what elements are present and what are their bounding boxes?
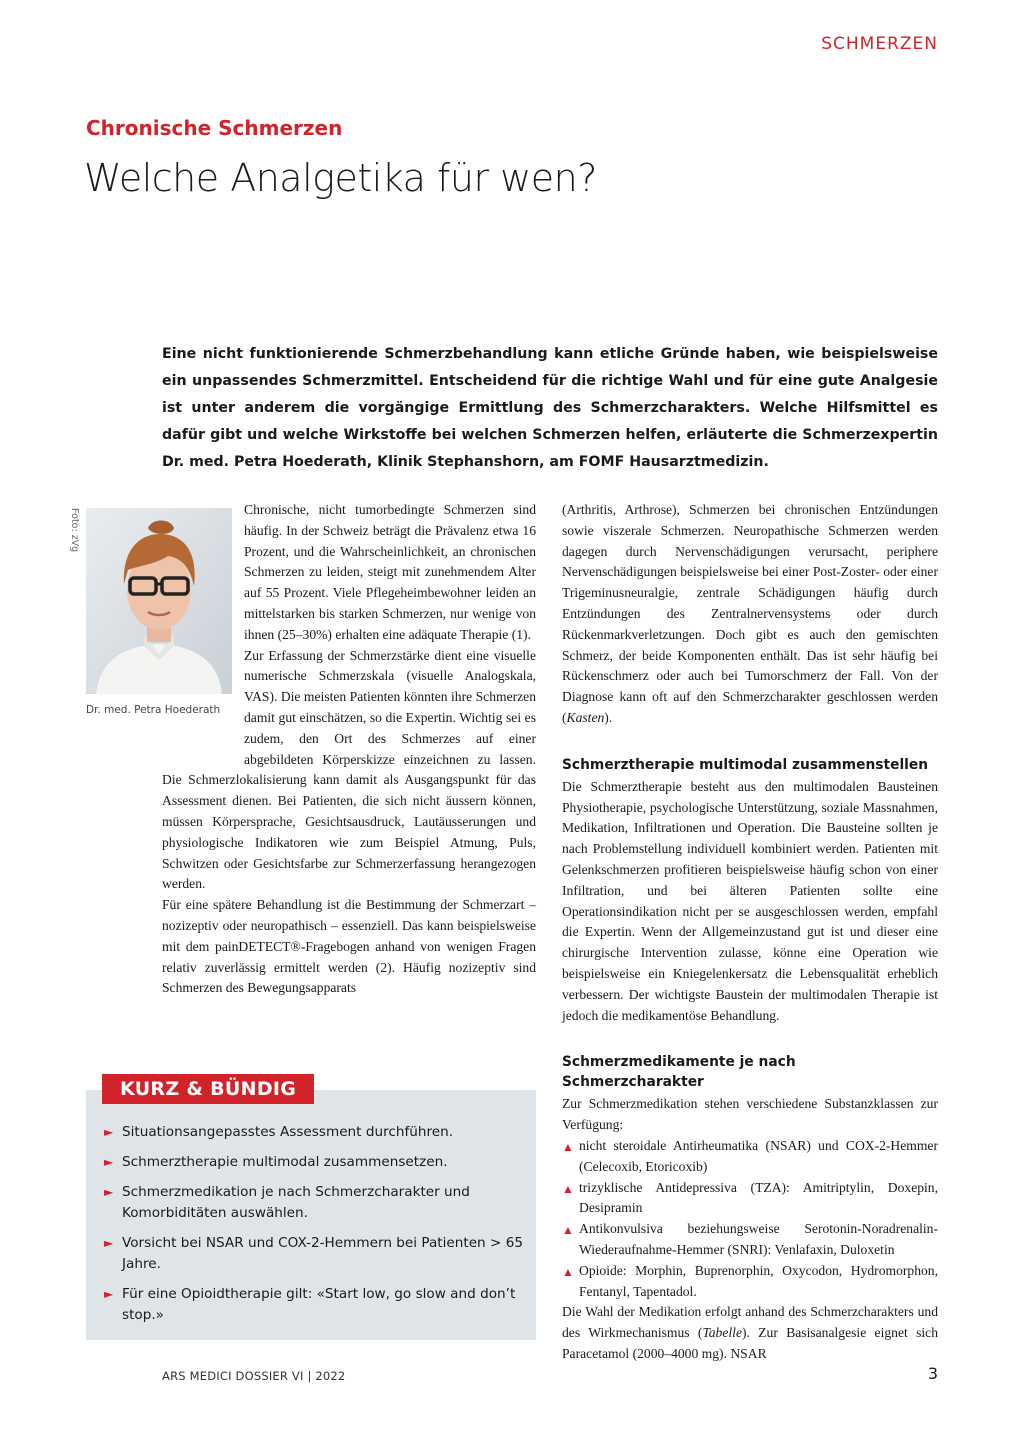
- summary-item: [104, 1233, 524, 1275]
- paragraph: [562, 1302, 938, 1364]
- triangle-bullet-icon: ▲: [562, 1139, 574, 1154]
- list-item: [562, 1219, 938, 1261]
- arrow-bullet-icon: ►: [104, 1236, 114, 1250]
- summary-item: [104, 1122, 524, 1143]
- paragraph: Zur Erfassung der Schmerzstärke dient eine visuelle numerische Schmerzskala (visuelle Analogskala, VAS). Die meisten Patienten könnten ihre Schmerzen damit gut einschätzen, so die Expertin. Wichtig sei es zudem, den Ort des Schmerzes auf einer abgebildeten Körperskizze einzeichnen zu lassen. Die Schmerzlokalisierung kann damit als Ausgangspunkt für das Assessment dienen. Bei Patienten, die sich nicht äussern können, müssen Körpersprache, Gesichtsausdruck, Lautäusserungen und physiologische Indikatoren wie zum Beispiel Atmung, Puls, Schwitzen oder Gesichtsfarbe zur Schmerzerfassung herangezogen werden.: [162, 647, 536, 892]
- list-item-text: nicht steroidale Antirheumatika (NSAR) und COX-2-Hemmer (Celecoxib, Etoricoxib): [579, 1137, 938, 1174]
- paragraph: Für eine spätere Behandlung ist die Bestimmung der Schmerzart – nozizeptiv oder neuropathisch – essenziell. Das kann beispielsweise mit dem painDETECT®-Fragebogen anhand von wenigen Fragen relativ zuverlässig ermittelt werden (2). Häufig nozizeptiv sind Schmerzen des Bewegungsapparats: [162, 897, 536, 996]
- page-number: 3: [927, 1364, 938, 1383]
- arrow-bullet-icon: ►: [104, 1287, 114, 1301]
- body-column-left: [162, 500, 536, 999]
- summary-item: [104, 1152, 524, 1173]
- list-item-text: trizyklische Antidepressiva (TZA): Amitriptylin, Doxepin, Desipramin: [579, 1179, 938, 1216]
- paragraph-text: (Arthritis, Arthrose), Schmerzen bei chronischen Entzündungen sowie viszerale Schmerzen. Neuropathische Schmerzen werden dagegen durch Nervenschädigungen verursacht, periphere Nervenschädigungen beispielsweise bei einer Post-Zoster- oder einer Trigeminusneuralgie, zentrale Schädigungen häufig durch Entzündungen des Zentralnervensystems oder durch Rückenmarkverletzungen. Doch gibt es auch den gemischten Schmerz, der beide Komponenten enthält. Das ist sehr häufig bei Rückenschmerz oder auch bei Tumorschmerz der Fall. Von der Diagnose kann oft auf den Schmerzcharakter geschlossen werden (: [562, 502, 938, 725]
- summary-item-text: Für eine Opioidtherapie gilt: «Start low, go slow and don’t stop.»: [122, 1286, 516, 1323]
- list-item-text: Antikonvulsiva beziehungsweise Serotonin-Noradrenalin-Wiederaufnahme-Hemmer (SNRI): Venlafaxin, Duloxetin: [579, 1221, 938, 1257]
- summary-list: [104, 1122, 524, 1335]
- photo-credit: [68, 508, 82, 568]
- summary-item-text: Situationsangepasstes Assessment durchführen.: [122, 1124, 454, 1140]
- triangle-bullet-icon: ▲: [562, 1181, 574, 1196]
- substance-list: [562, 1136, 938, 1302]
- summary-item: [104, 1182, 524, 1224]
- summary-box-title: KURZ & BÜNDIG: [102, 1074, 314, 1104]
- box-reference: Kasten: [566, 709, 605, 725]
- footer-publication: ARS MEDICI DOSSIER VI | 2022: [162, 1369, 346, 1383]
- article-lead: Eine nicht funktionierende Schmerzbehandlung kann etliche Gründe haben, wie beispielsweise ein unpassendes Schmerzmittel. Entscheidend für die richtige Wahl und für eine gute Analgesie ist unter anderem die vorgängige Ermittlung des Schmerzcharakters. Welche Hilfsmittel es dafür gibt und welche Wirkstoffe bei welchen Schmerzen helfen, erläuterte die Schmerzexpertin Dr. med. Petra Hoederath, Klinik Stephanshorn, am FOMF Hausarztmedizin.: [162, 346, 938, 470]
- list-item-text: Opioide: Morphin, Buprenorphin, Oxycodon, Hydromorphon, Fentanyl, Tapentadol.: [579, 1262, 938, 1299]
- list-item: [562, 1178, 938, 1220]
- paragraph: Chronische, nicht tumorbedingte Schmerzen sind häufig. In der Schweiz beträgt die Prävalenz etwa 16 Prozent, und die Wahrscheinlichkeit, an chronischen Schmerzen zu leiden, steigt mit zunehmendem Alter auf 55 Prozent. Viele Pflegeheimbewohner leiden an mittelstarken bis starken Schmerzen, nur wenige von ihnen (25–30%) erhalten eine adäquate Therapie (1).: [244, 502, 536, 642]
- photo-spacer: [162, 500, 244, 750]
- subheading: Schmerztherapie multimodal zusammenstellen: [562, 756, 929, 773]
- paragraph: Die Schmerztherapie besteht aus den multimodalen Bausteinen Physiotherapie, psychologische Unterstützung, soziale Massnahmen, Medikation, Infiltrationen und Operation. Die Bausteine sollten je nach Problemstellung individuell kombiniert werden. Patienten mit Gelenkschmerzen profitieren beispielsweise häufig schon von einer Infiltration, und bei älteren Patienten sollte eine Operationsindikation nicht per se ausgeschlossen werden, empfahl die Expertin. Wenn der Allgemeinzustand gut ist und dieser eine chirurgische Intervention zulasse, könne eine Operation wie beispielsweise ein Kniegelenkersatz die Lebensqualität erheblich verbessern. Der wichtigste Baustein der multimodalen Therapie ist jedoch die medikamentöse Behandlung.: [562, 778, 938, 1023]
- table-reference: Tabelle: [702, 1325, 742, 1341]
- summary-item: [104, 1284, 524, 1326]
- subheading: Schmerzmedikamente je nach Schmerzcharakter: [562, 1054, 796, 1091]
- paragraph: [562, 500, 938, 729]
- section-tag: SCHMERZEN: [821, 34, 938, 54]
- body-column-right: [562, 500, 938, 1365]
- list-item: [562, 1136, 938, 1178]
- summary-item-text: Schmerztherapie multimodal zusammensetzen.: [122, 1154, 448, 1170]
- triangle-bullet-icon: ▲: [562, 1223, 574, 1238]
- arrow-bullet-icon: ►: [104, 1155, 114, 1169]
- summary-item-text: Schmerzmedikation je nach Schmerzcharakter und Komorbiditäten auswählen.: [122, 1184, 470, 1221]
- arrow-bullet-icon: ►: [104, 1125, 114, 1139]
- paragraph-text: ). Zur Basisanalgesie eignet sich Paracetamol (2000–4000 mg). NSAR: [562, 1325, 938, 1361]
- article-title: Welche Analgetika für wen?: [84, 156, 597, 200]
- arrow-bullet-icon: ►: [104, 1185, 114, 1199]
- summary-item-text: Vorsicht bei NSAR und COX-2-Hemmern bei Patienten > 65 Jahre.: [122, 1235, 524, 1272]
- photo-credit-text: Foto: zVg: [69, 508, 80, 553]
- triangle-bullet-icon: ▲: [562, 1264, 574, 1279]
- paragraph: Zur Schmerzmedikation stehen verschiedene Substanzklassen zur Verfügung:: [562, 1096, 938, 1133]
- list-item: [562, 1261, 938, 1303]
- paragraph-text: ).: [604, 709, 613, 725]
- article-kicker: Chronische Schmerzen: [86, 116, 343, 140]
- paragraph-text: Die Wahl der Medikation erfolgt anhand des Schmerzcharakters und des Wirkmechanismus (: [562, 1304, 938, 1341]
- photo-caption: Dr. med. Petra Hoederath: [86, 704, 221, 716]
